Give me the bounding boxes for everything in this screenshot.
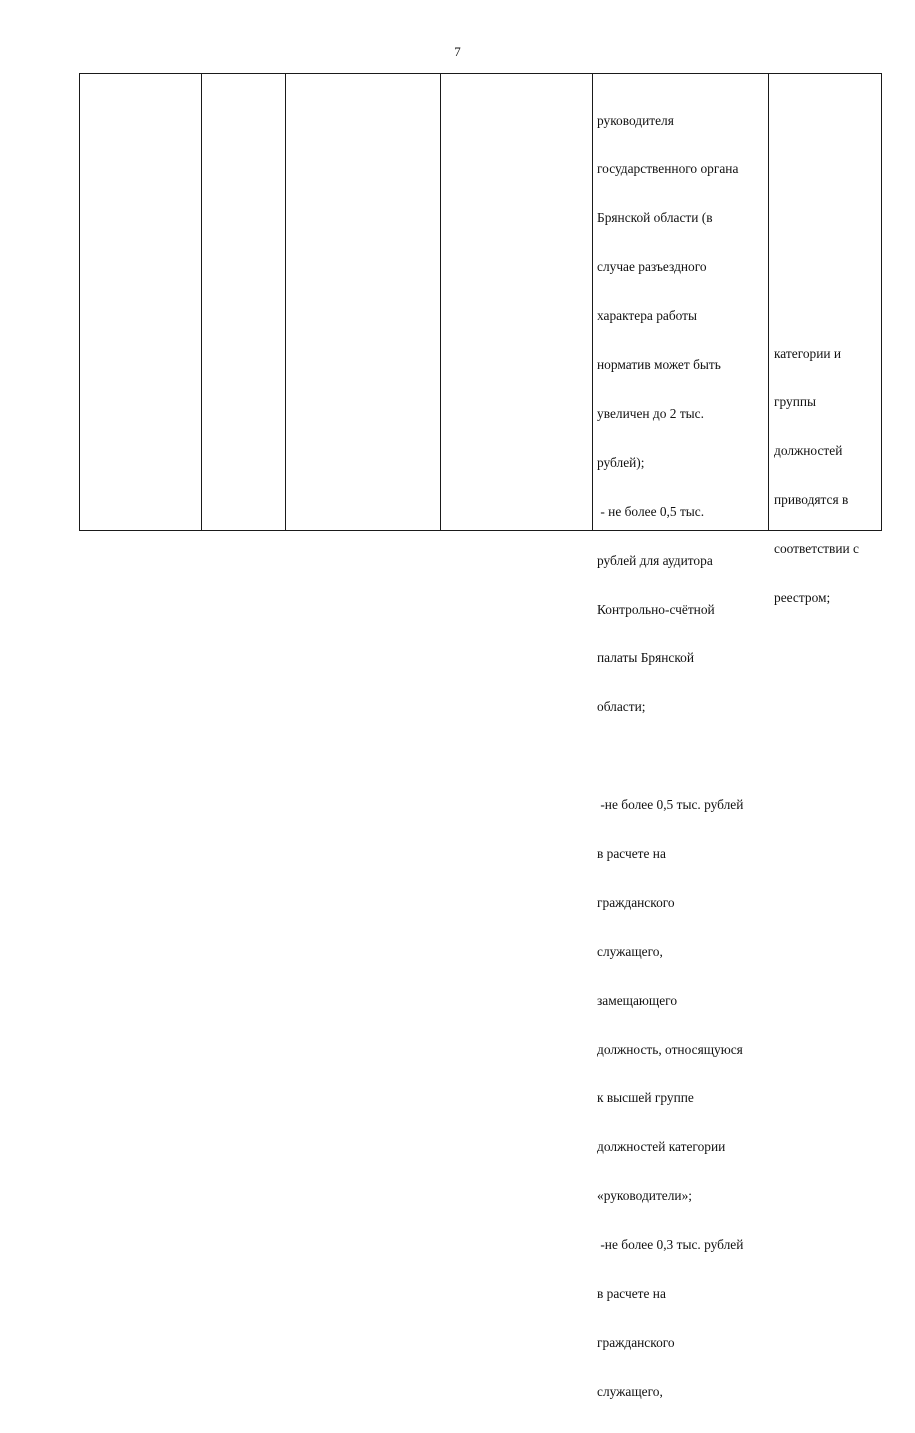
text-line: приводятся в xyxy=(774,492,849,508)
text-line: в расчете на xyxy=(597,845,666,861)
text-line: области; xyxy=(597,699,646,715)
text-line: соответствии с xyxy=(774,541,859,557)
text-line: должностей категории xyxy=(597,1139,726,1155)
text-line: руководителя xyxy=(597,112,674,128)
cell-column5-text xyxy=(597,80,767,1433)
paragraph-gap xyxy=(597,748,767,764)
text-line: рублей для аудитора xyxy=(597,552,713,568)
column-divider-1 xyxy=(201,74,202,530)
text-line: случае разъездного xyxy=(597,259,707,275)
cell-column6-text xyxy=(774,313,880,639)
text-line: гражданского xyxy=(597,894,675,910)
text-line: характера работы xyxy=(597,308,698,324)
text-line: реестром; xyxy=(774,590,831,606)
text-line: категории и xyxy=(774,345,842,361)
text-line: норматив может быть xyxy=(597,357,721,373)
text-line: должность, относящуюся xyxy=(597,1041,743,1057)
text-line: - не более 0,5 тыс. xyxy=(597,503,705,519)
document-table xyxy=(79,73,882,1399)
column-divider-4 xyxy=(592,74,593,530)
text-line: увеличен до 2 тыс. xyxy=(597,405,704,421)
text-line: Брянской области (в xyxy=(597,210,713,226)
text-line: гражданского xyxy=(597,1334,675,1350)
text-line: группы xyxy=(774,394,817,410)
text-line: должностей xyxy=(774,443,843,459)
column-divider-5 xyxy=(768,74,769,530)
text-line: служащего, xyxy=(597,943,663,959)
text-line: палаты Брянской xyxy=(597,650,695,666)
text-line: рублей); xyxy=(597,454,645,470)
text-line: -не более 0,5 тыс. рублей xyxy=(597,797,744,813)
text-line: замещающего xyxy=(597,992,678,1008)
text-line: -не более 0,3 тыс. рублей xyxy=(597,1237,744,1253)
text-line: «руководители»; xyxy=(597,1188,693,1204)
text-line: Контрольно-счётной xyxy=(597,601,715,617)
text-line: в расчете на xyxy=(597,1285,666,1301)
text-line: к высшей группе xyxy=(597,1090,694,1106)
column-divider-3 xyxy=(440,74,441,530)
text-line: государственного органа xyxy=(597,161,739,177)
text-line: служащего, xyxy=(597,1383,663,1399)
column-divider-2 xyxy=(285,74,286,530)
page-number: 7 xyxy=(454,44,461,59)
